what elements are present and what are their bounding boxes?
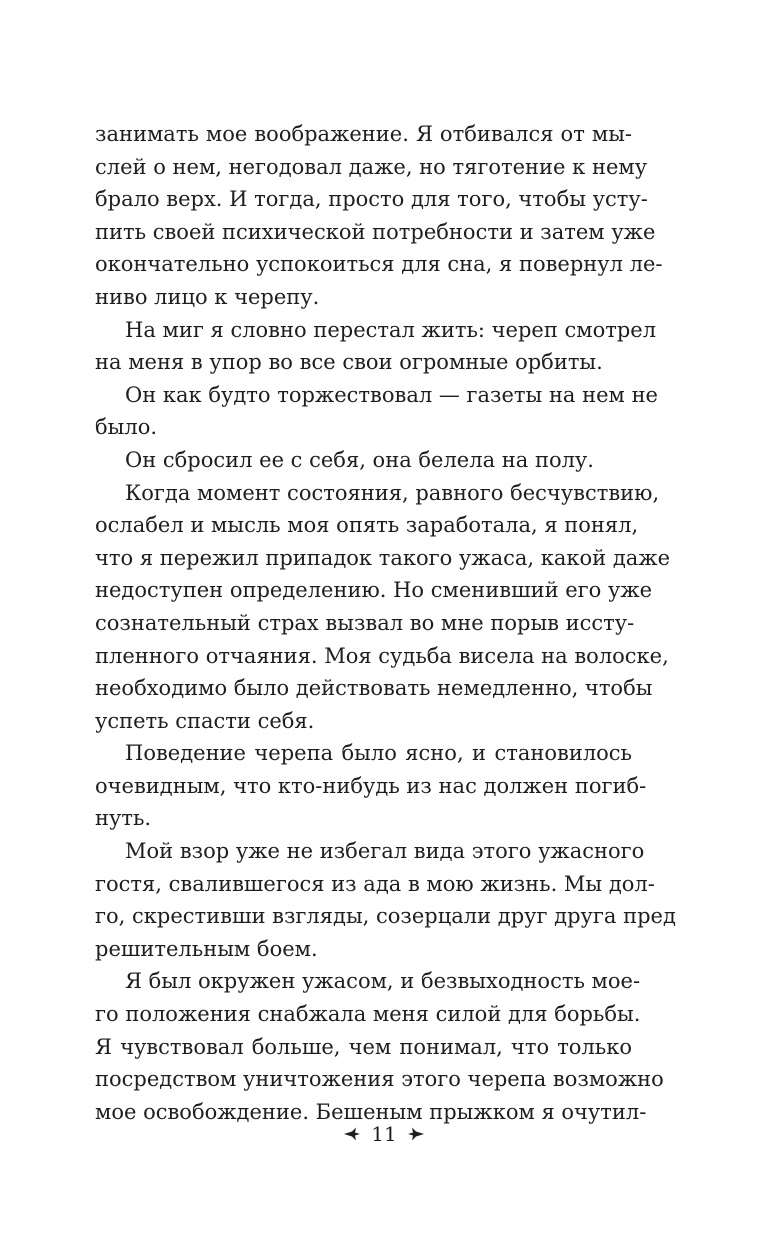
ornament-right-icon — [407, 1127, 425, 1141]
text-line: го, скрестивши взгляды, созерцали друг друга пред — [95, 904, 676, 929]
text-line: брало верх. И тогда, просто для того, чтобы усту- — [95, 187, 648, 212]
text-line: Поведение черепа было ясно, и становилось — [125, 741, 632, 766]
text-line: окончательно успокоиться для сна, я повернул ле- — [95, 252, 663, 277]
paragraph — [95, 444, 632, 477]
paragraph — [95, 835, 676, 965]
text-line: го положения снабжала меня силой для борьбы. — [95, 1002, 641, 1027]
text-line: Когда момент состояния, равного бесчувствию, — [125, 480, 660, 505]
text-line: гостя, свалившегося из ада в мою жизнь. Мы дол- — [95, 871, 655, 896]
paragraph — [95, 965, 664, 1128]
text-line: решительным боем. — [95, 936, 318, 961]
paragraph — [95, 477, 671, 738]
page-number: 11 — [371, 1121, 397, 1146]
text-line: сознательный страх вызвал во мне порыв иссту- — [95, 610, 635, 635]
text-line: было. — [95, 415, 158, 440]
text-line: ослабел и мысль моя опять заработала, я понял, — [95, 513, 639, 538]
text-line: На миг я словно перестал жить: череп смотрел — [125, 317, 657, 342]
paragraph — [95, 314, 657, 379]
text-line: Он как будто торжествовал — газеты на нем не — [125, 382, 658, 407]
paragraph — [95, 379, 658, 444]
text-line: ниво лицо к черепу. — [95, 284, 320, 309]
text-line: что я пережил припадок такого ужаса, какой даже — [95, 545, 671, 570]
text-line: нуть. — [95, 806, 152, 831]
text-line: занимать мое воображение. Я отбивался от мы- — [95, 122, 632, 146]
text-line: слей о нем, негодовал даже, но тяготение к нему — [95, 154, 648, 179]
text-line: успеть спасти себя. — [95, 708, 315, 733]
page-number-footer — [0, 1117, 768, 1149]
paragraph — [95, 118, 663, 314]
text-line: на меня в упор во все свои огромные орбиты. — [95, 350, 603, 375]
text-line: недоступен определению. Но сменивший его уже — [95, 578, 653, 603]
ornament-left-icon — [343, 1127, 361, 1141]
body-text — [95, 118, 676, 1128]
text-line: Я чувствовал больше, чем понимал, что только — [95, 1034, 632, 1059]
text-line: мое освобождение. Бешеным прыжком я очутил- — [95, 1099, 647, 1124]
text-line: очевидным, что кто-нибудь из нас должен погиб- — [95, 773, 647, 798]
text-line: Я был окружен ужасом, и безвыходность мое- — [125, 969, 641, 994]
text-line: необходимо было действовать немедленно, чтобы — [95, 676, 653, 701]
text-line: Мой взор уже не избегал вида этого ужасного — [125, 839, 645, 864]
text-line: пить своей психической потребности и затем уже — [95, 219, 656, 244]
paragraph — [95, 737, 647, 835]
text-line: посредством уничтожения этого черепа возможно — [95, 1067, 664, 1092]
text-line: пленного отчаяния. Моя судьба висела на волоске, — [95, 643, 669, 668]
text-line: Он сбросил ее с себя, она белела на полу. — [125, 447, 594, 472]
